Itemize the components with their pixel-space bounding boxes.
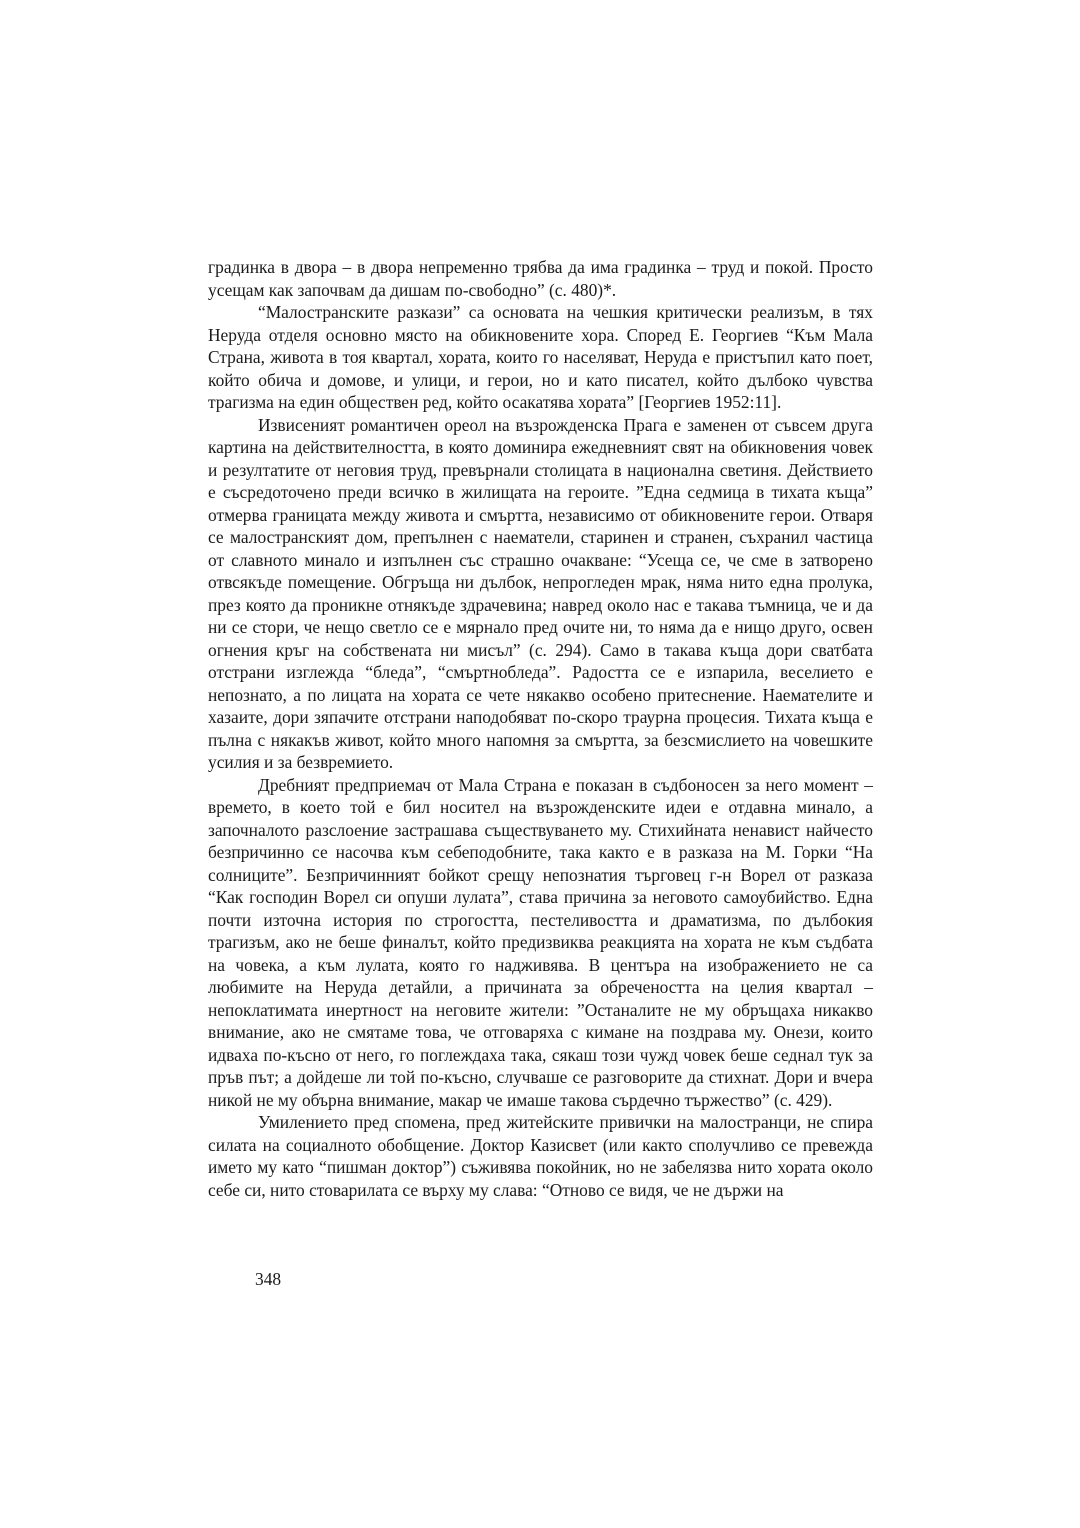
paragraph-1: градинка в двора – в двора непременно трябва да има градинка – труд и покой. Просто усещам как започвам да дишам по-свободно” (с. 480)*. bbox=[208, 257, 873, 300]
paragraph-4: Дребният предприемач от Мала Страна е показан в съдбоносен за него момент – времето, в което той е бил носител на възрожденските идеи е отдавна минало, а започналото разслоение застрашава съществуването му. Стихийната ненавист найчесто безпричинно се насочва към себеподобните, така както е в разказа на М. Горки “На солниците”. Безпричинният бойкот срещу непознатия търговец г-н Ворел от разказа “Как господин Ворел си опуши лулата”, става причина за неговото самоубийство. Една почти източна история по строгостта, пестеливостта и драматизма, по дълбокия трагизъм, ако не беше финалът, който предизвиква реакцията на хората не към съдбата на човека, а към лулата, която го надживява. В центъра на изображението не са любимите на Неруда детайли, а причината за обречеността на целия квартал – непоклатимата инертност на неговите жители: ”Останалите не му обръщаха никакво внимание, ако не смятаме това, че отговаряха с кимане на поздрава му. Онези, които идваха по-късно от него, го поглеждаха така, сякаш този чужд човек беше седнал тук за пръв път; а дойдеше ли той по-късно, случваше се разговорите да стихнат. Дори и вчера никой не му обърна внимание, макар че имаше такова сърдечно тържество” (с. 429). bbox=[208, 774, 873, 1110]
page-number: 348 bbox=[255, 1269, 282, 1289]
paragraph-5: Умилението пред спомена, пред житейските привички на малостранци, не спира силата на социалното обобщение. Доктор Казисвет (или както сполучливо се превежда името му като “пишман доктор”) съживява покойник, но не забелязва нито хората около себе си, нито стоварилата се върху му слава: “Отново се видя, че не държи на bbox=[208, 1112, 873, 1200]
paragraph-2: “Малостранските разкази” са основата на чешкия критически реализъм, в тях Неруда отделя основно място на обикновените хора. Според Е. Георгиев “Към Мала Страна, живота в тоя квартал, хората, които го населяват, Неруда е пристъпил като поет, който обича и домове, и улици, и герои, но и като писател, който дълбоко чувства трагизма на един обществен ред, който осакатява хората” [Георгиев 1952:11]. bbox=[208, 302, 873, 412]
paragraph-3: Извисеният романтичен ореол на възрожденска Прага е заменен от съвсем друга картина на действителността, в която доминира ежедневният свят на обикновения човек и резултатите от неговия труд, превърнали столицата в национална светиня. Действието е съсредоточено преди всичко в жилищата на героите. ”Една седмица в тихата къща” отмерва границата между живота и смъртта, независимо от обикновените герои. Отваря се малостранският дом, препълнен с наематели, старинен и странен, съхранил частица от славното минало и изпълнен със страшно очакване: “Усеща се, че сме в затворено отвсякъде помещение. Обгръща ни дълбок, непрогледен мрак, няма нито една пролука, през която да проникне отнякъде здрачевина; навред около нас е такава тъмница, че и да ни се стори, че нещо светло се е мярнало пред очите ни, то няма да е нищо друго, освен огнения кръг на собствената ни мисъл” (с. 294). Само в такава къща дори сватбата отстрани изглежда “бледа”, “смъртнобледа”. Радостта се е изпарила, веселието е непознато, а по лицата на хората се чете някакво особено притеснение. Наемателите и хазаите, дори зяпачите отстрани наподобяват по-скоро траурна процесия. Тихата къща е пълна с някакъв живот, който много напомня за смъртта, за безсмислието на човешките усилия и за безвремието. bbox=[208, 414, 873, 772]
body-text bbox=[208, 256, 873, 1201]
